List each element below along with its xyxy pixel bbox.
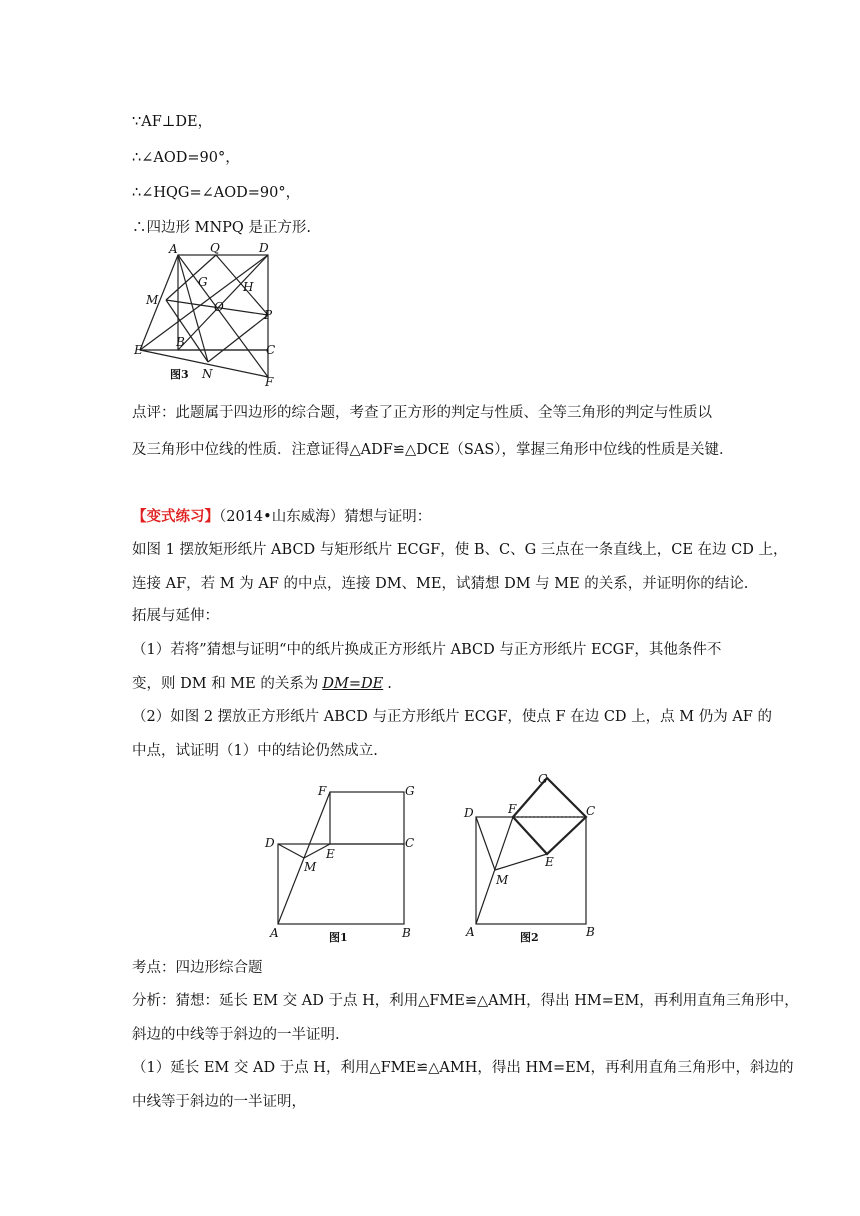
exercise-para-1: 如图 1 摆放矩形纸片 ABCD 与矩形纸片 ECGF，使 B、C、G 三点在一条直线上，CE 在边 CD 上，	[132, 542, 788, 558]
fig2-label-b: B	[586, 925, 595, 939]
question-2-line-b: 中点，试证明（1）中的结论仍然成立.	[132, 743, 378, 759]
fig3-label-d: D	[259, 241, 269, 255]
proof-line-3: ∴∠HQG=∠AOD=90°，	[132, 185, 301, 201]
question-2-line-a: （2）如图 2 摆放正方形纸片 ABCD 与正方形纸片 ECGF，使点 F 在边 CD 上，点 M 仍为 AF 的	[132, 709, 772, 725]
fig3-label-c: C	[266, 343, 276, 357]
fig3-label-n: N	[202, 367, 213, 381]
question-1-line-a: （1）若将”猜想与证明“中的纸片换成正方形纸片 ABCD 与正方形纸片 ECGF，其他条件不	[132, 642, 722, 658]
fig2-caption: 图2	[520, 931, 539, 944]
square-ecgf	[513, 778, 586, 854]
fig2-label-d: D	[464, 806, 474, 820]
question-1-text: 变，则 DM 和 ME 的关系为	[132, 676, 319, 692]
exercise-para-2: 连接 AF，若 M 为 AF 的中点，连接 DM、ME，试猜想 DM 与 ME 的关系，并证明你的结论.	[132, 576, 749, 592]
question-1-answer: DM=DE	[322, 676, 384, 692]
fig1-label-e: E	[326, 847, 335, 861]
fig3-label-f: F	[265, 375, 274, 389]
figure-2	[460, 770, 608, 945]
fig3-label-o: O	[214, 300, 224, 314]
fig3-label-h: H	[243, 280, 254, 294]
fig1-label-b: B	[402, 926, 411, 940]
fig3-caption: 图3	[170, 368, 189, 381]
fig3-label-b: B	[176, 335, 185, 349]
fig2-label-c: C	[586, 804, 596, 818]
solution-1-line-a: （1）延长 EM 交 AD 于点 H，利用△FME≌△AMH，得出 HM=EM，再利用直角三角形中，斜边的	[132, 1060, 794, 1076]
exercise-tag: 【变式练习】	[132, 508, 219, 525]
question-1-line-b	[132, 674, 392, 694]
fig3-label-p: P	[264, 308, 273, 322]
figure-3	[128, 240, 288, 392]
question-1-end: .	[387, 676, 392, 692]
fig3-label-e: E	[134, 343, 143, 357]
extension-heading: 拓展与延伸：	[132, 608, 219, 624]
proof-line-1: ∵AF⊥DE，	[132, 114, 213, 130]
analysis-line-2: 斜边的中线等于斜边的一半证明.	[132, 1027, 340, 1043]
fig3-label-g: G	[198, 275, 208, 289]
fig1-caption: 图1	[329, 931, 348, 944]
fig3-label-q: Q	[210, 241, 220, 255]
rectangle-ecgf	[330, 792, 404, 844]
proof-line-2: ∴∠AOD=90°，	[132, 150, 240, 166]
fig2-label-m: M	[496, 873, 509, 887]
fig3-label-a: A	[169, 242, 178, 256]
fig1-label-m: M	[304, 860, 317, 874]
fig1-label-g: G	[405, 784, 415, 798]
analysis-kaodian: 考点：四边形综合题	[132, 960, 263, 976]
exercise-source: （2014•山东威海）猜想与证明：	[219, 509, 432, 525]
solution-1-line-b: 中线等于斜边的一半证明，	[132, 1094, 306, 1110]
fig1-label-f: F	[318, 784, 327, 798]
fig2-label-e: E	[545, 855, 554, 869]
fig2-label-f: F	[508, 802, 517, 816]
exercise-header	[132, 507, 431, 527]
analysis-line-1: 分析：猜想：延长 EM 交 AD 于点 H，利用△FME≌△AMH，得出 HM=EM，再利用直角三角形中，	[132, 993, 799, 1009]
fig3-label-m: M	[146, 293, 159, 307]
fig1-label-a: A	[270, 926, 279, 940]
figure-1	[262, 780, 432, 945]
comment-line-2: 及三角形中位线的性质．注意证得△ADF≌△DCE（SAS），掌握三角形中位线的性质是关键．	[132, 442, 734, 458]
comment-line-1: 点评：此题属于四边形的综合题，考查了正方形的判定与性质、全等三角形的判定与性质以	[132, 405, 712, 421]
fig2-label-a: A	[466, 925, 475, 939]
fig1-label-c: C	[405, 836, 415, 850]
proof-line-4: ∴四边形 MNPQ 是正方形.	[132, 220, 312, 236]
fig2-label-g: G	[538, 772, 548, 786]
fig1-label-d: D	[265, 836, 275, 850]
rectangle-abcd	[278, 844, 404, 924]
